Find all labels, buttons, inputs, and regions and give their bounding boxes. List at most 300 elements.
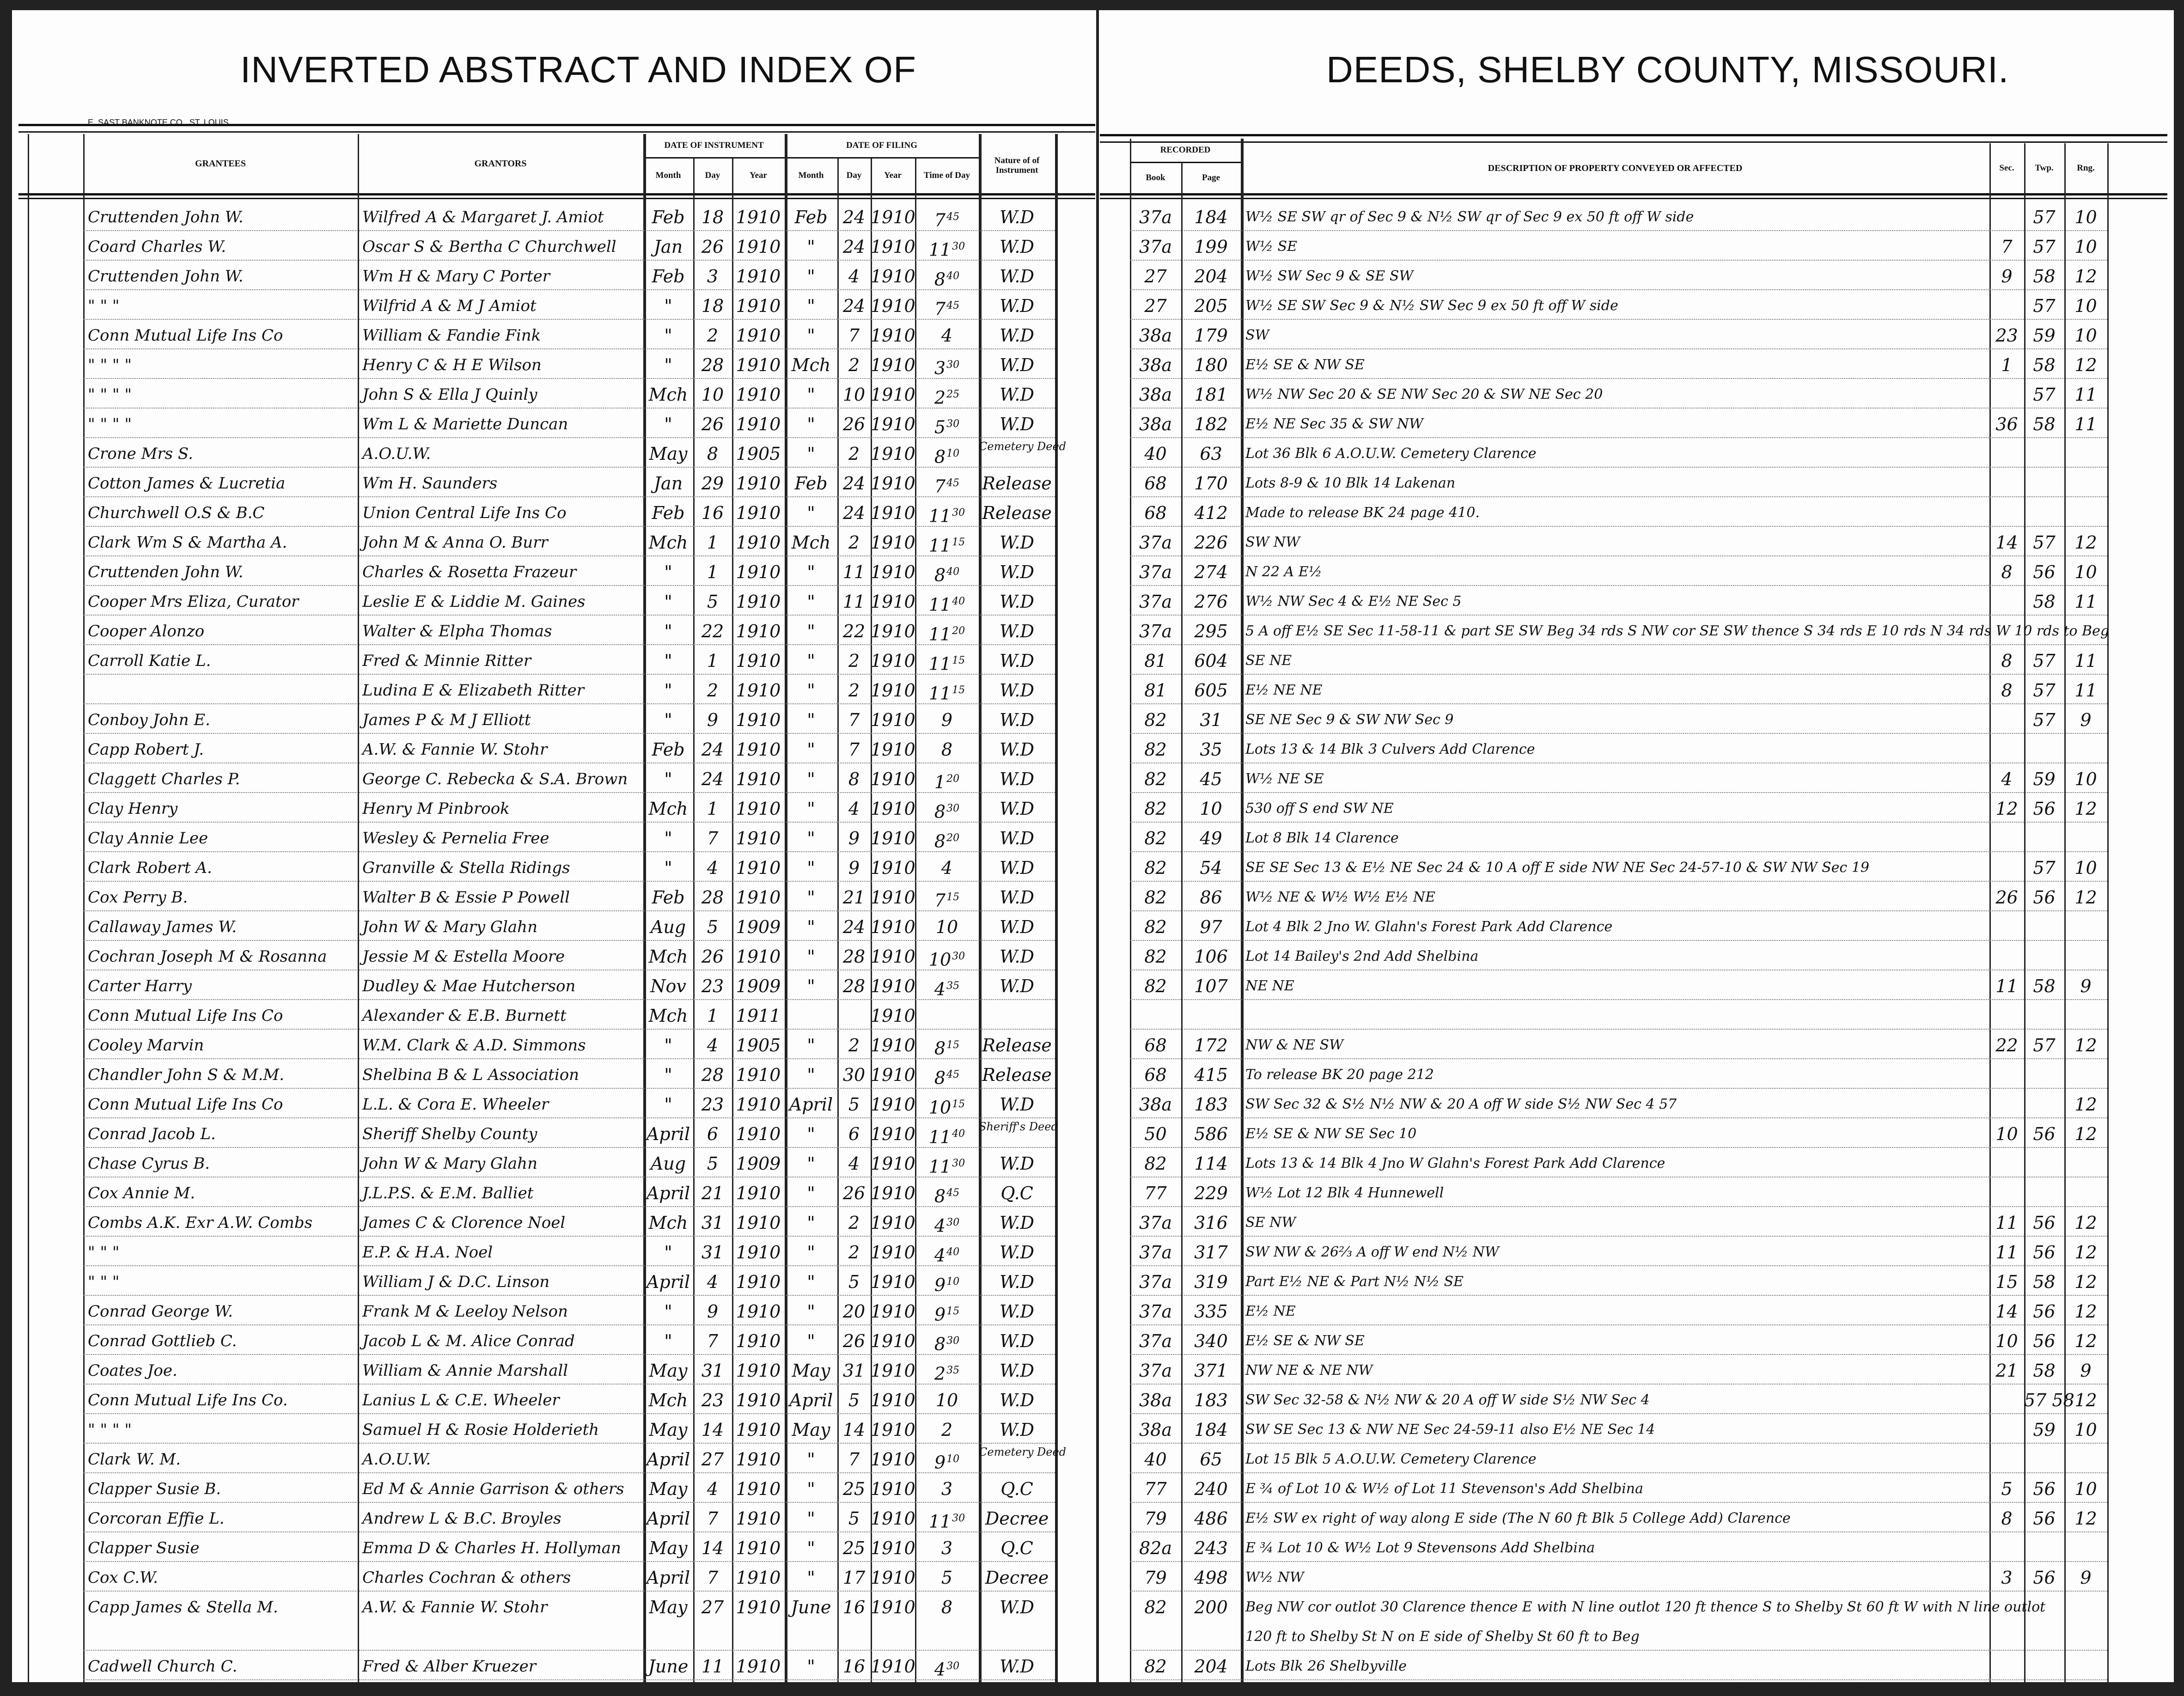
page-cell: 319 [1194,1272,1228,1292]
grantee-cell: Cooper Mrs Eliza, Curator [88,592,299,611]
rng-cell: 12 [2074,1213,2097,1233]
twp-cell [2024,499,2064,527]
twp-cell [2024,1091,2064,1118]
filing-year-cell: 1910 [871,769,915,789]
instrument-year-header: Year [750,170,767,180]
book-cell: 37a [1139,532,1172,553]
nature-cell: W.D [1000,1597,1034,1617]
filing-month-cell: April [789,1390,833,1410]
time-of-day-cell: $4^{30}$ [934,1215,960,1236]
rng-cell [2064,943,2107,970]
instrument-month-cell: Jan [653,473,683,494]
sec-cell [1989,470,2024,497]
grantor-cell: Fred & Alber Kruezer [362,1657,536,1676]
instrument-year-cell: 1910 [736,1538,781,1558]
grantor-cell: A.O.U.W. [362,1450,431,1469]
filing-year-cell: 1910 [871,1094,915,1115]
time-minutes: 15 [952,655,965,666]
nature-cell: Decree [985,1568,1049,1588]
instrument-year-cell: 1910 [736,1301,781,1322]
book-cell: 38a [1139,1420,1172,1440]
time-minutes: 35 [946,1365,960,1376]
rng-cell: 12 [2074,355,2097,375]
instrument-day-cell: 21 [701,1183,724,1203]
nature-cell: W.D [1000,532,1034,553]
rng-header: Rng. [2077,163,2095,173]
instrument-month-cell: " [664,1331,672,1351]
instrument-year-cell: 1909 [736,976,781,996]
filing-year-cell: 1910 [871,828,915,848]
grantor-cell: John W & Mary Glahn [362,1154,537,1173]
instrument-day-cell: 28 [701,1065,724,1085]
time-minutes: 45 [946,300,960,311]
nature-cell: W.D [1000,1331,1034,1351]
sec-cell: 7 [2001,237,2013,257]
instrument-month-cell: " [664,1242,672,1263]
nature-cell: W.D [1000,917,1034,937]
rng-cell: 10 [2074,1420,2097,1440]
instrument-day-cell: 10 [701,384,724,405]
twp-cell [2024,1179,2064,1207]
nature-of-instrument-header: Nature of of Instrument [994,156,1040,175]
description-cell: To release BK 20 page 212 [1245,1067,1434,1083]
instrument-day-cell: 4 [707,1272,719,1292]
grantor-cell: Shelbina B & L Association [362,1066,580,1084]
book-cell: 81 [1144,651,1167,671]
instrument-month-cell: Feb [652,207,685,227]
header-bottom-rule [1100,198,2167,199]
grantor-cell: J.L.P.S. & E.M. Balliet [362,1184,534,1202]
filing-day-cell: 24 [842,296,866,316]
time-of-day-cell: $9^{15}$ [934,1304,960,1325]
instrument-day-cell: 9 [707,1301,719,1322]
time-of-day-cell: $9^{10}$ [934,1452,960,1473]
filing-month-cell: " [807,769,815,789]
description-cell: SE SE Sec 13 & E½ NE Sec 24 & 10 A off E side NW NE Sec 24-57-10 & SW NW Sec 19 [1245,860,1869,876]
instrument-day-cell: 22 [701,621,724,641]
time-of-day-cell: $8^{40}$ [934,269,960,290]
grantor-cell: James C & Clorence Noel [362,1214,566,1232]
filing-year-cell: 1910 [871,1479,915,1499]
description-cell: NE NE [1245,978,1294,994]
instrument-day-cell: 16 [701,503,724,523]
book-cell: 50 [1144,1124,1167,1144]
filing-year-cell: 1910 [871,237,915,257]
grantor-cell: John W & Mary Glahn [362,918,537,936]
twp-cell: 58 [2033,414,2056,434]
time-of-day-cell: $4^{35}$ [934,979,960,1000]
time-of-day-cell: $8^{30}$ [934,1334,960,1354]
twp-cell: 59 [2033,1420,2056,1440]
page-cell: 65 [1200,1449,1222,1470]
filing-year-cell: 1910 [871,1006,915,1026]
instrument-month-cell: Mch [648,799,688,819]
instrument-month-cell: " [664,710,672,730]
column-rule [83,134,85,1682]
sec-cell [1989,1002,2024,1030]
grantee-cell: Coates Joe. [88,1361,177,1380]
nature-cell: W.D [1000,828,1034,848]
description-cell: SE NE [1245,653,1292,669]
sec-cell: 26 [1995,887,2018,908]
grantee-cell: Cooley Marvin [88,1036,204,1055]
instrument-year-cell: 1910 [736,1094,781,1115]
filing-day-cell: 8 [848,769,860,789]
twp-cell: 58 [2033,592,2056,612]
filing-month-cell: " [807,1065,815,1085]
time-minutes: 10 [946,448,960,459]
filing-year-cell: 1910 [871,503,915,523]
rng-cell: 10 [2074,237,2097,257]
time-minutes: 45 [946,1187,960,1199]
filing-month-cell: May [792,1420,830,1440]
filing-year-cell: 1910 [871,1420,915,1440]
nature-cell: W.D [1000,207,1034,227]
time-of-day-cell: $11^{30}$ [928,506,965,526]
instrument-day-cell: 5 [707,592,719,612]
book-cell: 27 [1144,266,1167,287]
nature-cell: W.D [1000,1153,1034,1174]
filing-day-cell: 22 [842,621,866,641]
sec-cell: 14 [1995,1301,2018,1322]
filing-day-cell: 21 [842,887,866,908]
time-of-day-cell: 8 [941,1597,953,1617]
instrument-day-cell: 24 [701,769,724,789]
book-cell: 77 [1144,1479,1167,1499]
instrument-month-cell: Nov [650,976,686,996]
instrument-year-cell: 1910 [736,680,781,701]
book-gutter [1096,0,1099,1696]
page-cell: 605 [1194,680,1228,701]
description-cell: W½ SE [1245,238,1297,255]
filing-month-cell: " [807,621,815,641]
grantor-cell: Oscar S & Bertha C Churchwell [362,238,616,256]
instrument-month-cell: " [664,858,672,878]
nature-cell: W.D [1000,887,1034,908]
time-of-day-cell: 5 [941,1568,953,1588]
time-of-day-cell: $8^{45}$ [934,1186,960,1207]
sec-cell [1989,203,2024,231]
time-of-day-cell: $8^{45}$ [934,1068,960,1088]
time-minutes: 45 [946,1069,960,1080]
grantor-cell: Dudley & Mae Hutcherson [362,977,576,995]
filing-year-cell: 1910 [871,651,915,671]
sec-cell [1989,1179,2024,1207]
page-cell: 106 [1194,946,1228,967]
instrument-month-cell: April [646,1124,690,1144]
filing-month-cell: " [807,1656,815,1677]
book-cell: 37a [1139,237,1172,257]
instrument-month-cell: " [664,562,672,582]
twp-cell: 58 [2033,1272,2056,1292]
grantee-cell: Clay Annie Lee [88,829,208,848]
instrument-month-cell: Mch [648,532,688,553]
filing-year-cell: 1910 [871,1242,915,1263]
twp-cell [2024,824,2064,852]
book-cell: 40 [1144,1449,1167,1470]
column-rule [2107,143,2109,1682]
description-cell: W½ NE & W½ W½ E½ NE [1245,889,1435,905]
filing-day-cell: 5 [848,1508,860,1529]
instrument-year-cell: 1910 [736,769,781,789]
instrument-day-cell: 23 [701,1094,724,1115]
filing-day-cell: 4 [848,266,860,287]
description-cell: E½ SE & NW SE [1245,1333,1365,1349]
filing-month-cell: June [791,1597,831,1617]
instrument-month-cell: " [664,355,672,375]
header-rule [1100,141,2167,143]
time-minutes: 15 [952,537,965,548]
sec-cell [1989,440,2024,468]
instrument-day-cell: 8 [707,444,719,464]
description-cell: Lot 15 Blk 5 A.O.U.W. Cemetery Clarence [1245,1451,1537,1467]
twp-cell: 59 [2033,325,2056,346]
nature-cell: W.D [1000,1094,1034,1115]
row-rule [1130,1029,2107,1030]
rng-cell [2064,499,2107,527]
nature-cell: W.D [1000,562,1034,582]
filing-year-cell: 1910 [871,1065,915,1085]
sec-header: Sec. [1999,163,2014,173]
description-cell: 5 A off E½ SE Sec 11-58-11 & part SE SW Beg 34 rds S NW cor SE SW thence S 34 rds E 10 rds N 34 rds W 10 rds to Beg [1245,623,2110,639]
grantee-cell: Cooper Alonzo [88,622,205,641]
rng-cell: 12 [2074,266,2097,287]
left-page-title: INVERTED ABSTRACT AND INDEX OF [240,49,916,90]
nature-cell [979,1002,1055,1030]
instrument-day-cell: 23 [701,976,724,996]
rng-cell: 9 [2080,710,2092,730]
page-cell: 54 [1200,858,1222,878]
filing-month-cell: " [807,858,815,878]
sec-cell: 36 [1995,414,2018,434]
instrument-year-cell: 1909 [736,1153,781,1174]
sec-cell: 3 [2001,1568,2013,1588]
filing-month-cell [785,1002,837,1030]
book-cell: 82a [1139,1538,1172,1558]
filing-day-cell: 2 [848,1035,860,1055]
page-cell: 243 [1194,1538,1228,1558]
book-cell: 38a [1139,355,1172,375]
time-of-day-cell: $4^{30}$ [934,1659,960,1680]
nature-cell: Q.C [1000,1538,1033,1558]
instrument-year-cell: 1910 [736,1597,781,1617]
time-minutes: 30 [946,1335,960,1347]
rng-cell: 12 [2074,532,2097,553]
sec-cell: 10 [1995,1124,2018,1144]
time-of-day-cell: $10^{30}$ [928,949,965,970]
grantor-cell: Frank M & Leeloy Nelson [362,1302,568,1321]
book-cell: 82 [1144,887,1167,908]
filing-month-cell: " [807,799,815,819]
instrument-year-cell: 1910 [736,1124,781,1144]
filing-day-cell: 9 [848,828,860,848]
page-cell: 182 [1194,414,1228,434]
page-cell: 205 [1194,296,1228,316]
filing-year-cell: 1910 [871,1538,915,1558]
page-cell: 172 [1194,1035,1228,1055]
twp-cell: 56 [2033,1331,2056,1351]
grantor-cell: Ed M & Annie Garrison & others [362,1480,624,1498]
grantee-cell: Capp James & Stella M. [88,1598,278,1617]
instrument-month-cell: Mch [648,1390,688,1410]
header-rule [18,131,1095,133]
grantee-cell: Cochran Joseph M & Rosanna [88,947,327,966]
filing-year-cell: 1910 [871,1301,915,1322]
time-of-day-cell: $8^{15}$ [934,1038,960,1059]
instrument-month-cell: May [649,1538,688,1558]
instrument-day-cell: 1 [707,1006,719,1026]
sec-cell [1989,381,2024,409]
instrument-year-cell: 1910 [736,858,781,878]
description-cell: SE NE Sec 9 & SW NW Sec 9 [1245,712,1454,728]
instrument-day-cell: 7 [707,1508,719,1529]
filing-year-cell: 1910 [871,799,915,819]
page-cell: 180 [1194,355,1228,375]
page-cell: 415 [1194,1065,1228,1085]
grantor-cell: Henry C & H E Wilson [362,356,542,374]
filing-day-cell: 24 [842,473,866,494]
rng-cell [2064,440,2107,468]
time-minutes: 30 [952,1513,965,1524]
filing-day-cell: 24 [842,207,866,227]
grantee-cell: " " " [88,1243,120,1262]
twp-cell [2024,913,2064,941]
time-minutes: 30 [946,1660,960,1672]
grantor-cell: Wm H & Mary C Porter [362,267,550,286]
instrument-month-header: Month [655,170,681,180]
page-cell: 184 [1194,207,1228,227]
rng-cell [2064,617,2107,645]
grantee-cell: Cox C.W. [88,1568,158,1587]
grantor-cell: William J & D.C. Linson [362,1273,550,1291]
time-minutes: 40 [946,566,960,578]
header-rule [1100,134,2167,136]
time-minutes: 10 [946,1276,960,1287]
nature-cell: W.D [1000,1390,1034,1410]
rng-cell: 12 [2074,799,2097,819]
twp-cell [2024,440,2064,468]
page-cell: 340 [1194,1331,1228,1351]
twp-cell [2024,736,2064,763]
filing-day-cell: 20 [842,1301,866,1322]
instrument-year-cell: 1910 [736,828,781,848]
filing-month-cell: " [807,1508,815,1529]
instrument-year-cell: 1910 [736,1213,781,1233]
book-cell: 38a [1139,325,1172,346]
filing-month-cell: " [807,917,815,937]
rng-cell [2064,470,2107,497]
filing-year-cell: 1910 [871,887,915,908]
book-cell: 82 [1144,976,1167,996]
sec-cell [1989,913,2024,941]
instrument-day-cell: 4 [707,858,719,878]
sec-cell [1989,1593,2024,1621]
grantor-cell: Charles Cochran & others [362,1568,571,1587]
rng-cell: 10 [2074,325,2097,346]
grantees-header: GRANTEES [195,159,246,169]
twp-cell [2024,470,2064,497]
twp-cell: 56 [2033,1508,2056,1529]
grantee-cell: Callaway James W. [88,918,237,936]
twp-cell [2024,1534,2064,1562]
instrument-year-cell: 1910 [736,1420,781,1440]
instrument-year-cell: 1910 [736,1508,781,1529]
rng-cell: 12 [2074,1035,2097,1055]
rng-cell: 9 [2080,976,2092,996]
book-cell: 77 [1144,1183,1167,1203]
time-of-day-cell: $11^{15}$ [928,535,965,556]
filing-year-cell: 1910 [871,1568,915,1588]
column-rule [28,134,29,1682]
filing-month-cell: Mch [791,355,831,375]
instrument-day-cell: 11 [701,1656,724,1677]
grantor-cell: Wilfrid A & M J Amiot [362,297,537,315]
twp-cell: 57 [2033,1035,2056,1055]
rng-cell: 10 [2074,1479,2097,1499]
instrument-month-cell: Feb [652,503,685,523]
time-minutes: 15 [952,684,965,696]
time-minutes: 20 [952,625,965,637]
date-of-instrument-header: DATE OF INSTRUMENT [664,140,764,150]
grantee-cell: Corcoran Effie L. [88,1509,225,1528]
instrument-year-cell: 1910 [736,1183,781,1203]
time-of-day-cell: $3^{30}$ [934,358,960,378]
rng-cell [2064,1061,2107,1089]
filing-month-cell: " [807,946,815,967]
time-minutes: 40 [952,1128,965,1140]
filing-day-cell: 26 [842,414,866,434]
time-of-day-cell: $11^{20}$ [928,624,965,645]
grantee-cell: Crone Mrs S. [88,445,193,463]
filing-month-cell: " [807,1568,815,1588]
nature-cell: W.D [1000,976,1034,996]
twp-cell [2024,1593,2064,1621]
filing-year-header: Year [884,170,902,180]
book-cell: 40 [1144,444,1167,464]
description-cell: E½ NE Sec 35 & SW NW [1245,416,1423,432]
twp-cell [2024,1653,2064,1680]
time-of-day-cell: $2^{25}$ [934,387,960,408]
grantee-cell: Conrad Gottlieb C. [88,1332,237,1350]
filing-day-cell: 14 [842,1420,866,1440]
filing-month-cell: May [792,1360,830,1381]
description-cell: E½ NE NE [1245,682,1323,698]
filing-month-cell: Mch [791,532,831,553]
twp-cell: 58 [2033,976,2056,996]
book-cell: 38a [1139,1390,1172,1410]
filing-year-cell: 1910 [871,917,915,937]
time-minutes: 25 [946,389,960,400]
grantee-cell: Clapper Susie [88,1539,200,1557]
rng-cell: 12 [2074,1301,2097,1322]
nature-cell: W.D [1000,946,1034,967]
filing-day-cell: 2 [848,444,860,464]
description-cell: Lots 13 & 14 Blk 3 Culvers Add Clarence [1245,741,1535,757]
time-of-day-cell: $8^{20}$ [934,831,960,852]
rng-cell: 11 [2074,384,2097,405]
page-cell: 170 [1194,473,1228,494]
rng-cell: 12 [2074,1508,2097,1529]
instrument-month-cell: " [664,1301,672,1322]
filing-day-cell: 30 [842,1065,866,1085]
instrument-month-cell: " [664,680,672,701]
twp-cell: 57 [2033,532,2056,553]
filing-day-cell: 26 [842,1183,866,1203]
filing-day-cell: 7 [848,325,860,346]
sec-cell [1989,1653,2024,1680]
twp-cell [2024,617,2064,645]
time-of-day-cell: $11^{40}$ [928,594,965,615]
